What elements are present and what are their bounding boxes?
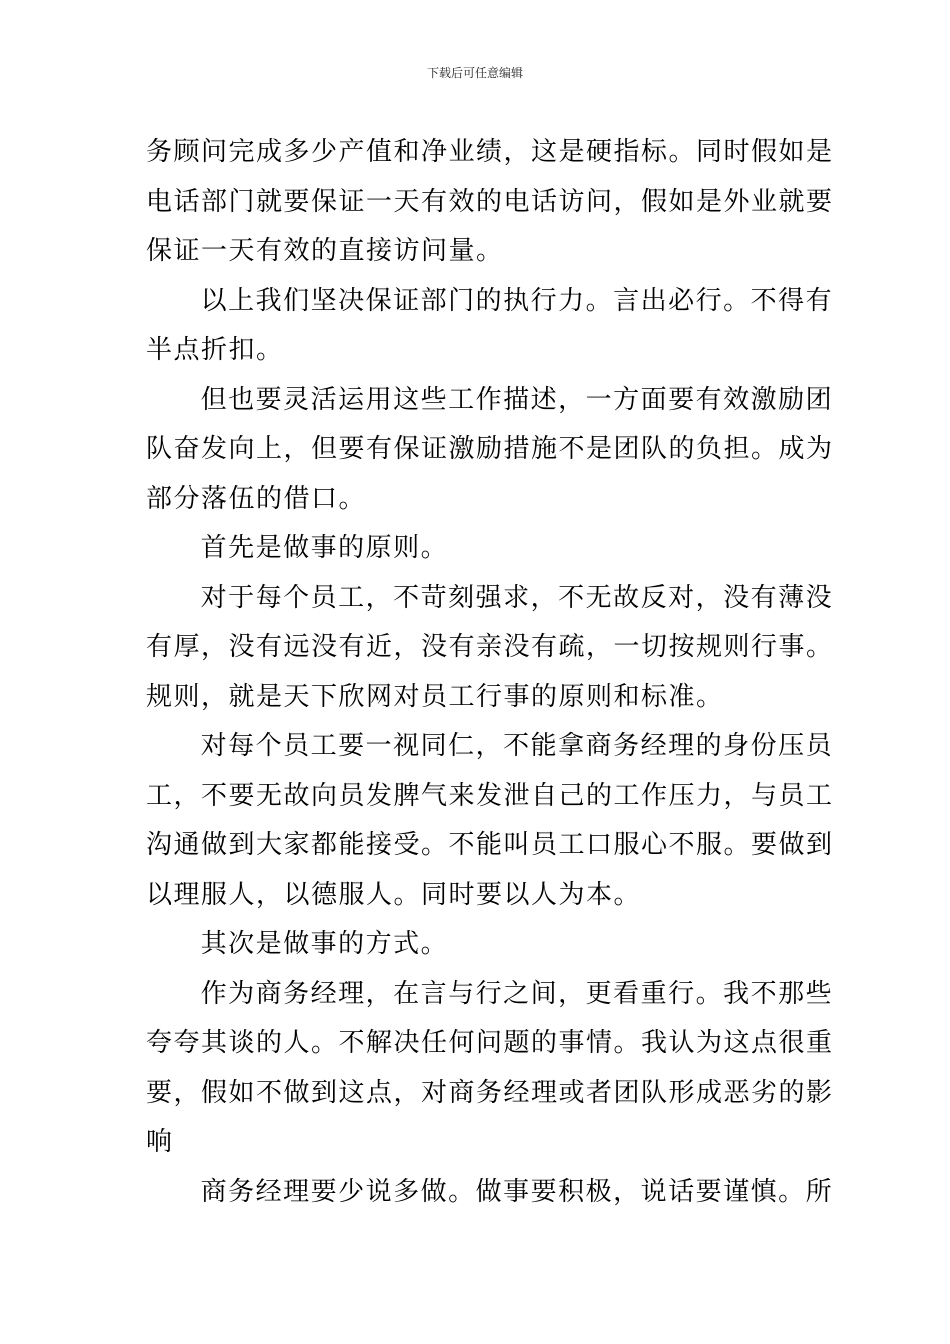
paragraph-2 <box>146 277 834 376</box>
text-line: 务顾问完成多少产值和净业绩，这是硬指标。同时假如是 <box>146 137 834 167</box>
paragraph-6 <box>146 722 834 920</box>
text-line: 沟通做到大家都能接受。不能叫员工口服心不服。要做到 <box>146 830 834 860</box>
text-line: 部分落伍的借口。 <box>146 483 367 514</box>
text-line: 以上我们坚决保证部门的执行力。言出必行。不得有 <box>200 285 834 316</box>
paragraph-7 <box>146 920 808 970</box>
text-line: 对于每个员工，不苛刻强求，不无故反对，没有薄没 <box>200 582 834 613</box>
text-line: 对每个员工要一视同仁，不能拿商务经理的身份压员 <box>200 731 834 761</box>
text-line: 其次是做事的方式。 <box>200 929 449 959</box>
page-header: 下载后可任意编辑 <box>426 66 523 80</box>
paragraph-1 <box>146 128 834 277</box>
text-line: 商务经理要少说多做。做事要积极，说话要谨慎。所 <box>200 1176 834 1207</box>
text-line: 半点折扣。 <box>146 335 284 365</box>
paragraph-5 <box>146 574 834 723</box>
text-line: 规则，就是天下欣网对员工行事的原则和标准。 <box>146 681 724 712</box>
text-line: 以理服人，以德服人。同时要以人为本。 <box>146 879 642 910</box>
text-line: 响 <box>146 1127 174 1157</box>
paragraph-9 <box>146 1168 834 1218</box>
text-line: 保证一天有效的直接访问量。 <box>146 236 504 266</box>
paragraph-3 <box>146 376 834 525</box>
text-line: 要，假如不做到这点，对商务经理或者团队形成恶劣的影 <box>146 1077 834 1108</box>
text-line: 但也要灵活运用这些工作描述，一方面要有效激励团 <box>200 384 834 415</box>
text-line: 夸夸其谈的人。不解决任何问题的事情。我认为这点很重 <box>146 1028 834 1058</box>
text-line: 首先是做事的原则。 <box>200 533 449 563</box>
text-line: 队奋发向上，但要有保证激励措施不是团队的负担。成为 <box>146 434 834 464</box>
text-line: 工，不要无故向员发脾气来发泄自己的工作压力，与员工 <box>146 780 834 811</box>
paragraph-8 <box>146 970 834 1168</box>
text-line: 有厚，没有远没有近，没有亲没有疏，一切按规则行事。 <box>146 632 834 662</box>
text-line: 电话部门就要保证一天有效的电话访问，假如是外业就要 <box>146 186 834 217</box>
paragraph-4 <box>146 524 808 574</box>
text-line: 作为商务经理，在言与行之间，更看重行。我不那些 <box>200 978 834 1009</box>
body-text <box>146 128 834 1217</box>
